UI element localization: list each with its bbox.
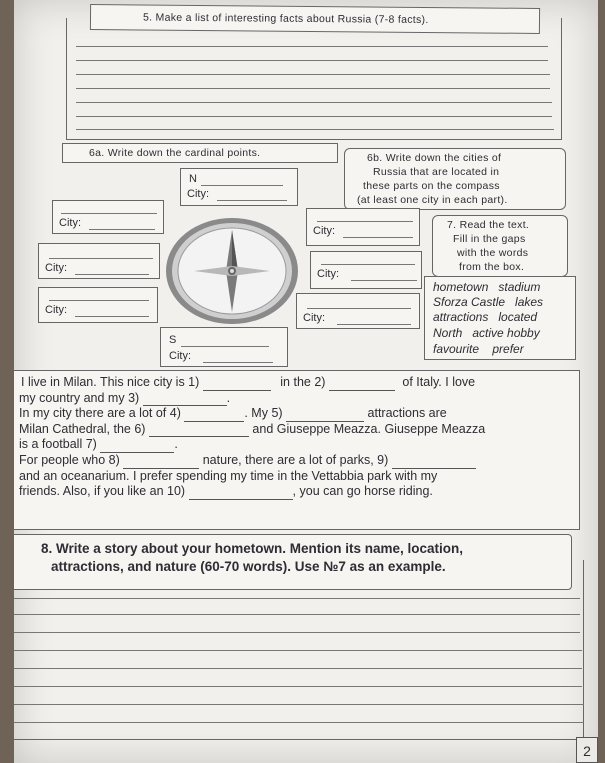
gap-4[interactable] bbox=[184, 409, 244, 422]
task6b-line2: Russia that are located in bbox=[373, 166, 500, 178]
city-label: City: bbox=[317, 268, 339, 280]
story-line: friends. Also, if you like an 10) , you can go horse riding. bbox=[19, 484, 433, 499]
task7-line1: 7. Read the text. bbox=[447, 219, 530, 231]
city-label: City: bbox=[313, 225, 335, 237]
answer-line bbox=[321, 264, 415, 265]
gap-7[interactable] bbox=[100, 440, 174, 453]
word-box bbox=[424, 276, 576, 360]
city-label: City: bbox=[169, 350, 191, 362]
word-row: favourite prefer bbox=[433, 342, 524, 356]
gap-8[interactable] bbox=[123, 456, 199, 469]
answer-line bbox=[217, 200, 287, 201]
task8-line2: attractions, and nature (60-70 words). Use №7 as an example. bbox=[51, 559, 446, 574]
word-row: attractions located bbox=[433, 310, 538, 324]
story-line: I live in Milan. This nice city is 1) in the 2) of Italy. I love bbox=[21, 375, 476, 389]
answer-line bbox=[351, 280, 417, 281]
answer-line bbox=[317, 221, 413, 222]
gap-9[interactable] bbox=[392, 456, 476, 469]
story-line: In my city there are a lot of 4) . My 5) attractions are bbox=[19, 406, 447, 421]
answer-line bbox=[203, 362, 273, 363]
story-line: For people who 8) nature, there are a lot of parks, 9) bbox=[19, 453, 579, 469]
gap-5[interactable] bbox=[286, 409, 364, 422]
compass-icon bbox=[164, 216, 304, 326]
answer-line bbox=[343, 237, 413, 238]
gap-1[interactable] bbox=[203, 378, 271, 391]
word-row: Sforza Castle lakes bbox=[433, 295, 544, 309]
writing-line bbox=[76, 116, 552, 117]
south-box[interactable] bbox=[160, 327, 288, 367]
city-label: City: bbox=[45, 304, 67, 316]
story-line: is a football 7) . bbox=[19, 437, 178, 452]
task7-box bbox=[432, 215, 568, 277]
city-label: City: bbox=[59, 217, 81, 229]
writing-line bbox=[76, 129, 554, 130]
city-label: City: bbox=[187, 188, 209, 200]
task6b-line3: these parts on the compass bbox=[363, 180, 500, 192]
answer-line bbox=[61, 213, 157, 214]
west-box[interactable] bbox=[38, 243, 160, 279]
answer-line bbox=[337, 324, 411, 325]
answer-line bbox=[201, 185, 283, 186]
answer-line bbox=[49, 258, 153, 259]
task7-line2: Fill in the gaps bbox=[453, 233, 526, 245]
writing-line bbox=[14, 632, 580, 633]
writing-line bbox=[14, 668, 582, 669]
task6a-title-box bbox=[62, 143, 338, 163]
southwest-box[interactable] bbox=[38, 287, 158, 323]
writing-line bbox=[76, 88, 550, 89]
task5-writing-box[interactable] bbox=[66, 18, 562, 140]
story-line: and an oceanarium. I prefer spending my time in the Vettabbia park with my bbox=[19, 468, 438, 483]
gap-3[interactable] bbox=[143, 393, 227, 406]
writing-line bbox=[76, 102, 552, 103]
answer-line bbox=[89, 229, 155, 230]
story-line: Milan Cathedral, the 6) and Giuseppe Meazza. Giuseppe Meazza bbox=[19, 421, 486, 436]
writing-line bbox=[14, 722, 584, 723]
word-row: hometown stadium bbox=[433, 280, 541, 294]
gap-10[interactable] bbox=[189, 487, 293, 500]
writing-line bbox=[14, 598, 580, 599]
task8-line1: 8. Write a story about your hometown. Mention its name, location, bbox=[41, 541, 464, 556]
south-label: S bbox=[169, 334, 177, 346]
task7-line3: with the words bbox=[457, 247, 529, 259]
writing-line bbox=[76, 74, 550, 75]
story-line: my country and my 3) . bbox=[19, 390, 231, 405]
answer-line bbox=[307, 308, 411, 309]
task6a-title: 6a. Write down the cardinal points. bbox=[89, 147, 261, 159]
writing-line bbox=[14, 686, 582, 687]
answer-line bbox=[49, 300, 149, 301]
page-number: 2 bbox=[576, 737, 598, 763]
writing-line bbox=[14, 704, 584, 705]
task6b-line4: (at least one city in each part). bbox=[357, 194, 508, 206]
northwest-box[interactable] bbox=[52, 200, 164, 234]
writing-line bbox=[14, 650, 582, 651]
writing-line bbox=[76, 60, 548, 61]
task6b-box bbox=[344, 148, 566, 210]
city-label: City: bbox=[45, 262, 67, 274]
writing-line bbox=[76, 46, 548, 47]
east-box[interactable] bbox=[310, 251, 422, 289]
city-label: City: bbox=[303, 312, 325, 324]
answer-line bbox=[75, 316, 149, 317]
writing-line bbox=[14, 614, 580, 615]
north-label: N bbox=[189, 173, 197, 185]
story-box bbox=[14, 370, 580, 530]
worksheet-page bbox=[14, 0, 598, 763]
answer-line bbox=[75, 274, 149, 275]
answer-line bbox=[181, 346, 269, 347]
southeast-box[interactable] bbox=[296, 293, 420, 329]
task7-line4: from the box. bbox=[459, 261, 525, 273]
task5-title: 5. Make a list of interesting facts about Russia (7-8 facts). bbox=[142, 11, 429, 26]
word-row: North active hobby bbox=[433, 326, 540, 340]
north-box[interactable] bbox=[180, 168, 298, 206]
northeast-box[interactable] bbox=[306, 208, 420, 246]
task6b-line1: 6b. Write down the cities of bbox=[367, 152, 502, 164]
gap-6[interactable] bbox=[149, 424, 249, 437]
gap-2[interactable] bbox=[329, 378, 395, 391]
